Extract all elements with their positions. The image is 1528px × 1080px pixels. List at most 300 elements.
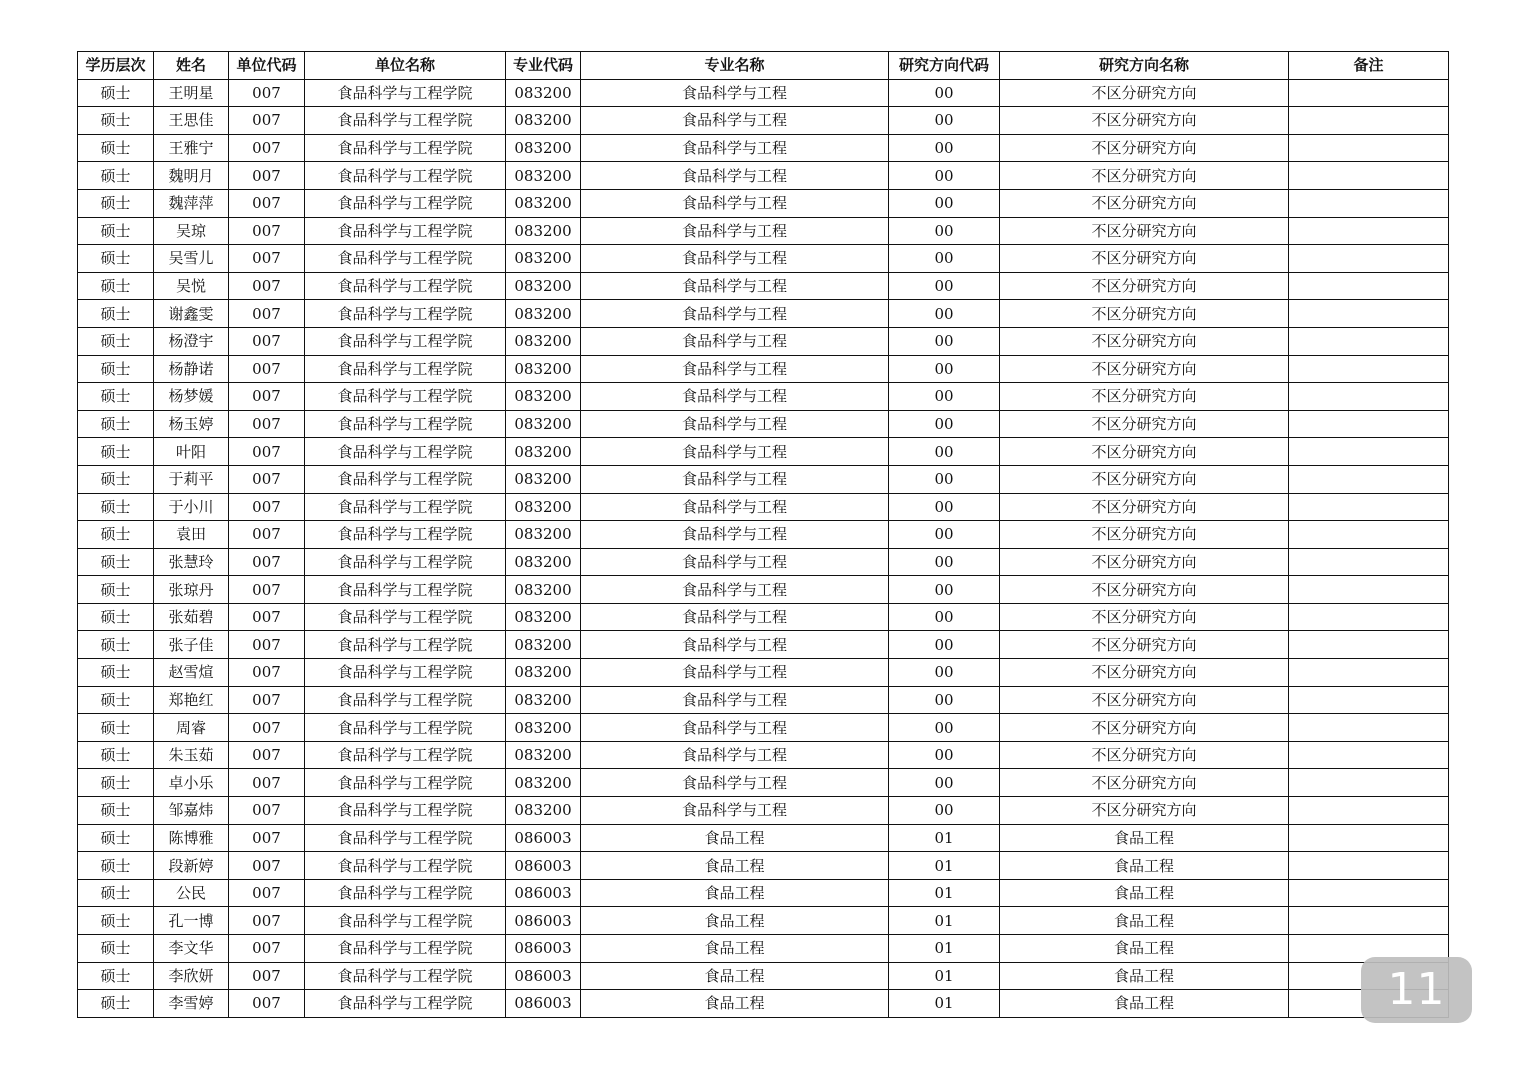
table-row (78, 521, 1449, 549)
cell-major-code: 083200 (506, 245, 581, 273)
cell-unit-name: 食品科学与工程学院 (305, 521, 506, 549)
cell-direction-name: 不区分研究方向 (1000, 300, 1289, 328)
cell-direction-name: 不区分研究方向 (1000, 79, 1289, 107)
cell-direction-name: 不区分研究方向 (1000, 134, 1289, 162)
table-row (78, 134, 1449, 162)
table-row (78, 79, 1449, 107)
cell-major-name: 食品科学与工程 (581, 134, 889, 162)
cell-remarks (1289, 355, 1449, 383)
table-row (78, 631, 1449, 659)
cell-major-name: 食品工程 (581, 935, 889, 963)
cell-student-name: 于莉平 (154, 465, 229, 493)
cell-direction-name: 不区分研究方向 (1000, 162, 1289, 190)
cell-unit-code: 007 (229, 714, 305, 742)
cell-unit-name: 食品科学与工程学院 (305, 879, 506, 907)
cell-direction-name: 不区分研究方向 (1000, 797, 1289, 825)
cell-student-name: 王思佳 (154, 107, 229, 135)
cell-education-level: 硕士 (78, 107, 154, 135)
cell-direction-name: 不区分研究方向 (1000, 659, 1289, 687)
cell-student-name: 吴雪儿 (154, 245, 229, 273)
cell-unit-code: 007 (229, 79, 305, 107)
cell-direction-name: 不区分研究方向 (1000, 521, 1289, 549)
cell-student-name: 张茹碧 (154, 603, 229, 631)
cell-major-code: 083200 (506, 383, 581, 411)
cell-major-name: 食品科学与工程 (581, 603, 889, 631)
cell-major-code: 083200 (506, 438, 581, 466)
cell-unit-code: 007 (229, 355, 305, 383)
cell-remarks (1289, 189, 1449, 217)
cell-major-code: 083200 (506, 107, 581, 135)
cell-remarks (1289, 548, 1449, 576)
cell-education-level: 硕士 (78, 741, 154, 769)
cell-unit-code: 007 (229, 659, 305, 687)
cell-direction-code: 00 (889, 217, 1000, 245)
cell-unit-name: 食品科学与工程学院 (305, 990, 506, 1018)
header-direction-code: 研究方向代码 (889, 52, 1000, 80)
cell-unit-name: 食品科学与工程学院 (305, 907, 506, 935)
header-major-name: 专业名称 (581, 52, 889, 80)
cell-unit-name: 食品科学与工程学院 (305, 493, 506, 521)
cell-remarks (1289, 741, 1449, 769)
cell-major-code: 083200 (506, 576, 581, 604)
cell-major-name: 食品科学与工程 (581, 741, 889, 769)
cell-direction-code: 00 (889, 769, 1000, 797)
cell-education-level: 硕士 (78, 879, 154, 907)
cell-student-name: 袁田 (154, 521, 229, 549)
cell-major-name: 食品科学与工程 (581, 714, 889, 742)
cell-direction-name: 不区分研究方向 (1000, 631, 1289, 659)
cell-student-name: 李雪婷 (154, 990, 229, 1018)
cell-remarks (1289, 769, 1449, 797)
cell-major-name: 食品科学与工程 (581, 465, 889, 493)
cell-unit-code: 007 (229, 521, 305, 549)
cell-unit-code: 007 (229, 162, 305, 190)
cell-remarks (1289, 493, 1449, 521)
cell-direction-name: 不区分研究方向 (1000, 714, 1289, 742)
cell-student-name: 杨梦媛 (154, 383, 229, 411)
cell-unit-code: 007 (229, 134, 305, 162)
cell-major-name: 食品工程 (581, 824, 889, 852)
cell-education-level: 硕士 (78, 465, 154, 493)
cell-direction-name: 食品工程 (1000, 879, 1289, 907)
cell-major-code: 083200 (506, 465, 581, 493)
cell-direction-name: 不区分研究方向 (1000, 217, 1289, 245)
cell-unit-name: 食品科学与工程学院 (305, 852, 506, 880)
cell-direction-code: 00 (889, 521, 1000, 549)
cell-direction-code: 00 (889, 686, 1000, 714)
cell-direction-code: 01 (889, 935, 1000, 963)
table-row (78, 107, 1449, 135)
cell-major-code: 083200 (506, 797, 581, 825)
cell-remarks (1289, 107, 1449, 135)
cell-remarks (1289, 852, 1449, 880)
cell-direction-code: 00 (889, 355, 1000, 383)
cell-major-code: 083200 (506, 686, 581, 714)
cell-student-name: 魏明月 (154, 162, 229, 190)
cell-unit-code: 007 (229, 769, 305, 797)
cell-major-code: 083200 (506, 217, 581, 245)
cell-unit-name: 食品科学与工程学院 (305, 548, 506, 576)
cell-student-name: 陈博雅 (154, 824, 229, 852)
cell-direction-name: 不区分研究方向 (1000, 107, 1289, 135)
cell-education-level: 硕士 (78, 686, 154, 714)
cell-education-level: 硕士 (78, 493, 154, 521)
cell-education-level: 硕士 (78, 438, 154, 466)
cell-direction-name: 不区分研究方向 (1000, 493, 1289, 521)
cell-unit-code: 007 (229, 272, 305, 300)
cell-unit-code: 007 (229, 465, 305, 493)
cell-direction-name: 不区分研究方向 (1000, 355, 1289, 383)
cell-major-name: 食品科学与工程 (581, 107, 889, 135)
cell-direction-name: 不区分研究方向 (1000, 327, 1289, 355)
cell-student-name: 叶阳 (154, 438, 229, 466)
cell-major-code: 083200 (506, 272, 581, 300)
cell-direction-name: 不区分研究方向 (1000, 686, 1289, 714)
table-row (78, 438, 1449, 466)
cell-student-name: 张慧玲 (154, 548, 229, 576)
cell-major-code: 083200 (506, 327, 581, 355)
cell-direction-code: 00 (889, 107, 1000, 135)
cell-direction-name: 不区分研究方向 (1000, 245, 1289, 273)
cell-major-name: 食品工程 (581, 907, 889, 935)
cell-education-level: 硕士 (78, 797, 154, 825)
cell-direction-name: 不区分研究方向 (1000, 410, 1289, 438)
cell-direction-code: 00 (889, 714, 1000, 742)
cell-education-level: 硕士 (78, 410, 154, 438)
cell-unit-name: 食品科学与工程学院 (305, 714, 506, 742)
cell-direction-name: 食品工程 (1000, 935, 1289, 963)
cell-education-level: 硕士 (78, 162, 154, 190)
table-row (78, 741, 1449, 769)
cell-major-code: 083200 (506, 79, 581, 107)
cell-direction-name: 不区分研究方向 (1000, 272, 1289, 300)
cell-direction-code: 00 (889, 631, 1000, 659)
cell-unit-code: 007 (229, 245, 305, 273)
cell-major-name: 食品科学与工程 (581, 576, 889, 604)
cell-unit-name: 食品科学与工程学院 (305, 659, 506, 687)
cell-education-level: 硕士 (78, 272, 154, 300)
cell-student-name: 周睿 (154, 714, 229, 742)
cell-direction-code: 00 (889, 300, 1000, 328)
cell-student-name: 杨澄宇 (154, 327, 229, 355)
cell-major-code: 083200 (506, 410, 581, 438)
cell-direction-code: 00 (889, 410, 1000, 438)
cell-major-name: 食品科学与工程 (581, 493, 889, 521)
cell-direction-code: 01 (889, 852, 1000, 880)
cell-unit-name: 食品科学与工程学院 (305, 327, 506, 355)
cell-education-level: 硕士 (78, 79, 154, 107)
cell-education-level: 硕士 (78, 327, 154, 355)
cell-direction-name: 不区分研究方向 (1000, 576, 1289, 604)
cell-major-code: 086003 (506, 990, 581, 1018)
table-row (78, 217, 1449, 245)
cell-education-level: 硕士 (78, 990, 154, 1018)
cell-direction-name: 食品工程 (1000, 907, 1289, 935)
cell-direction-code: 00 (889, 162, 1000, 190)
cell-remarks (1289, 576, 1449, 604)
cell-direction-code: 01 (889, 962, 1000, 990)
cell-major-code: 083200 (506, 548, 581, 576)
cell-major-name: 食品科学与工程 (581, 797, 889, 825)
cell-unit-code: 007 (229, 741, 305, 769)
cell-remarks (1289, 824, 1449, 852)
cell-direction-code: 01 (889, 990, 1000, 1018)
table-row (78, 162, 1449, 190)
cell-major-name: 食品科学与工程 (581, 769, 889, 797)
cell-major-name: 食品科学与工程 (581, 162, 889, 190)
cell-unit-code: 007 (229, 410, 305, 438)
table-row (78, 465, 1449, 493)
cell-major-name: 食品科学与工程 (581, 438, 889, 466)
cell-major-name: 食品科学与工程 (581, 410, 889, 438)
cell-major-code: 083200 (506, 603, 581, 631)
cell-major-code: 083200 (506, 493, 581, 521)
cell-direction-name: 不区分研究方向 (1000, 603, 1289, 631)
cell-direction-code: 00 (889, 327, 1000, 355)
cell-unit-name: 食品科学与工程学院 (305, 797, 506, 825)
cell-direction-name: 不区分研究方向 (1000, 741, 1289, 769)
cell-student-name: 郑艳红 (154, 686, 229, 714)
cell-major-code: 083200 (506, 769, 581, 797)
cell-student-name: 卓小乐 (154, 769, 229, 797)
cell-unit-code: 007 (229, 327, 305, 355)
cell-student-name: 魏萍萍 (154, 189, 229, 217)
cell-student-name: 谢鑫雯 (154, 300, 229, 328)
cell-student-name: 朱玉茹 (154, 741, 229, 769)
cell-unit-name: 食品科学与工程学院 (305, 383, 506, 411)
cell-major-code: 083200 (506, 355, 581, 383)
cell-major-code: 086003 (506, 962, 581, 990)
cell-education-level: 硕士 (78, 300, 154, 328)
cell-unit-code: 007 (229, 189, 305, 217)
cell-unit-code: 007 (229, 935, 305, 963)
cell-major-code: 086003 (506, 907, 581, 935)
cell-major-name: 食品科学与工程 (581, 355, 889, 383)
header-major-code: 专业代码 (506, 52, 581, 80)
cell-unit-code: 007 (229, 797, 305, 825)
cell-remarks (1289, 797, 1449, 825)
cell-direction-name: 食品工程 (1000, 962, 1289, 990)
cell-student-name: 杨静诺 (154, 355, 229, 383)
table-body (78, 79, 1449, 1017)
table-row (78, 245, 1449, 273)
cell-remarks (1289, 217, 1449, 245)
table-row (78, 797, 1449, 825)
cell-direction-name: 不区分研究方向 (1000, 465, 1289, 493)
cell-major-name: 食品科学与工程 (581, 686, 889, 714)
cell-unit-name: 食品科学与工程学院 (305, 603, 506, 631)
cell-remarks (1289, 907, 1449, 935)
cell-unit-name: 食品科学与工程学院 (305, 272, 506, 300)
cell-education-level: 硕士 (78, 603, 154, 631)
cell-education-level: 硕士 (78, 907, 154, 935)
admission-list-table (77, 51, 1449, 1018)
cell-education-level: 硕士 (78, 355, 154, 383)
cell-unit-code: 007 (229, 631, 305, 659)
cell-direction-code: 00 (889, 576, 1000, 604)
table-row (78, 189, 1449, 217)
cell-student-name: 吴琼 (154, 217, 229, 245)
cell-major-code: 083200 (506, 134, 581, 162)
cell-major-code: 086003 (506, 852, 581, 880)
cell-unit-code: 007 (229, 990, 305, 1018)
table-row (78, 659, 1449, 687)
cell-unit-code: 007 (229, 300, 305, 328)
header-remarks: 备注 (1289, 52, 1449, 80)
table-row (78, 824, 1449, 852)
cell-direction-code: 00 (889, 548, 1000, 576)
cell-direction-code: 00 (889, 741, 1000, 769)
cell-remarks (1289, 245, 1449, 273)
cell-remarks (1289, 465, 1449, 493)
table-row (78, 686, 1449, 714)
cell-unit-name: 食品科学与工程学院 (305, 686, 506, 714)
cell-unit-name: 食品科学与工程学院 (305, 162, 506, 190)
cell-major-name: 食品科学与工程 (581, 327, 889, 355)
table-row (78, 576, 1449, 604)
cell-remarks (1289, 383, 1449, 411)
cell-remarks (1289, 879, 1449, 907)
table-row (78, 493, 1449, 521)
cell-remarks (1289, 300, 1449, 328)
cell-unit-code: 007 (229, 603, 305, 631)
cell-direction-code: 00 (889, 272, 1000, 300)
cell-major-name: 食品科学与工程 (581, 300, 889, 328)
cell-major-name: 食品工程 (581, 879, 889, 907)
cell-remarks (1289, 659, 1449, 687)
cell-major-name: 食品科学与工程 (581, 383, 889, 411)
cell-unit-name: 食品科学与工程学院 (305, 107, 506, 135)
cell-direction-code: 00 (889, 659, 1000, 687)
cell-unit-name: 食品科学与工程学院 (305, 245, 506, 273)
header-row (78, 52, 1449, 80)
header-name: 姓名 (154, 52, 229, 80)
cell-unit-code: 007 (229, 576, 305, 604)
cell-unit-code: 007 (229, 438, 305, 466)
cell-student-name: 赵雪煊 (154, 659, 229, 687)
cell-major-code: 083200 (506, 521, 581, 549)
table-row (78, 548, 1449, 576)
cell-student-name: 王明星 (154, 79, 229, 107)
cell-direction-code: 00 (889, 797, 1000, 825)
cell-major-code: 083200 (506, 300, 581, 328)
header-direction-name: 研究方向名称 (1000, 52, 1289, 80)
cell-unit-code: 007 (229, 383, 305, 411)
cell-unit-name: 食品科学与工程学院 (305, 465, 506, 493)
cell-direction-code: 01 (889, 879, 1000, 907)
cell-direction-name: 不区分研究方向 (1000, 438, 1289, 466)
cell-unit-code: 007 (229, 107, 305, 135)
cell-remarks (1289, 134, 1449, 162)
cell-student-name: 吴悦 (154, 272, 229, 300)
table-row (78, 935, 1449, 963)
cell-major-name: 食品科学与工程 (581, 245, 889, 273)
cell-education-level: 硕士 (78, 935, 154, 963)
cell-major-code: 083200 (506, 189, 581, 217)
cell-direction-code: 00 (889, 603, 1000, 631)
cell-remarks (1289, 162, 1449, 190)
cell-student-name: 孔一博 (154, 907, 229, 935)
cell-education-level: 硕士 (78, 217, 154, 245)
cell-remarks (1289, 631, 1449, 659)
cell-major-code: 083200 (506, 714, 581, 742)
table-row (78, 852, 1449, 880)
cell-student-name: 杨玉婷 (154, 410, 229, 438)
cell-remarks (1289, 686, 1449, 714)
cell-direction-name: 食品工程 (1000, 990, 1289, 1018)
cell-major-name: 食品科学与工程 (581, 189, 889, 217)
cell-unit-name: 食品科学与工程学院 (305, 962, 506, 990)
cell-unit-name: 食品科学与工程学院 (305, 355, 506, 383)
cell-unit-name: 食品科学与工程学院 (305, 824, 506, 852)
table-row (78, 603, 1449, 631)
cell-education-level: 硕士 (78, 521, 154, 549)
cell-unit-name: 食品科学与工程学院 (305, 134, 506, 162)
cell-direction-name: 不区分研究方向 (1000, 189, 1289, 217)
cell-unit-code: 007 (229, 548, 305, 576)
cell-unit-name: 食品科学与工程学院 (305, 300, 506, 328)
cell-student-name: 于小川 (154, 493, 229, 521)
cell-direction-name: 不区分研究方向 (1000, 769, 1289, 797)
cell-major-code: 086003 (506, 879, 581, 907)
cell-student-name: 张琼丹 (154, 576, 229, 604)
cell-direction-name: 食品工程 (1000, 852, 1289, 880)
table-row (78, 879, 1449, 907)
cell-unit-name: 食品科学与工程学院 (305, 189, 506, 217)
table-row (78, 990, 1449, 1018)
cell-major-code: 083200 (506, 631, 581, 659)
table-row (78, 769, 1449, 797)
cell-major-name: 食品工程 (581, 852, 889, 880)
cell-unit-code: 007 (229, 493, 305, 521)
cell-unit-code: 007 (229, 962, 305, 990)
cell-remarks (1289, 410, 1449, 438)
cell-major-name: 食品科学与工程 (581, 548, 889, 576)
table-row (78, 300, 1449, 328)
table-row (78, 327, 1449, 355)
cell-major-name: 食品科学与工程 (581, 272, 889, 300)
cell-unit-name: 食品科学与工程学院 (305, 438, 506, 466)
cell-student-name: 李欣妍 (154, 962, 229, 990)
cell-direction-code: 00 (889, 134, 1000, 162)
cell-direction-code: 00 (889, 383, 1000, 411)
cell-unit-code: 007 (229, 217, 305, 245)
cell-unit-name: 食品科学与工程学院 (305, 79, 506, 107)
header-unit-name: 单位名称 (305, 52, 506, 80)
cell-education-level: 硕士 (78, 631, 154, 659)
cell-education-level: 硕士 (78, 962, 154, 990)
cell-unit-code: 007 (229, 852, 305, 880)
header-education-level: 学历层次 (78, 52, 154, 80)
cell-student-name: 邹嘉炜 (154, 797, 229, 825)
cell-remarks (1289, 438, 1449, 466)
cell-unit-name: 食品科学与工程学院 (305, 217, 506, 245)
cell-direction-name: 食品工程 (1000, 824, 1289, 852)
cell-major-code: 083200 (506, 162, 581, 190)
cell-major-name: 食品科学与工程 (581, 217, 889, 245)
page-number-badge: 11 (1361, 957, 1472, 1023)
cell-direction-code: 00 (889, 493, 1000, 521)
cell-unit-name: 食品科学与工程学院 (305, 631, 506, 659)
cell-remarks (1289, 714, 1449, 742)
cell-major-name: 食品科学与工程 (581, 521, 889, 549)
cell-education-level: 硕士 (78, 189, 154, 217)
cell-unit-code: 007 (229, 907, 305, 935)
cell-student-name: 张子佳 (154, 631, 229, 659)
cell-major-code: 083200 (506, 659, 581, 687)
cell-direction-code: 00 (889, 465, 1000, 493)
cell-education-level: 硕士 (78, 245, 154, 273)
